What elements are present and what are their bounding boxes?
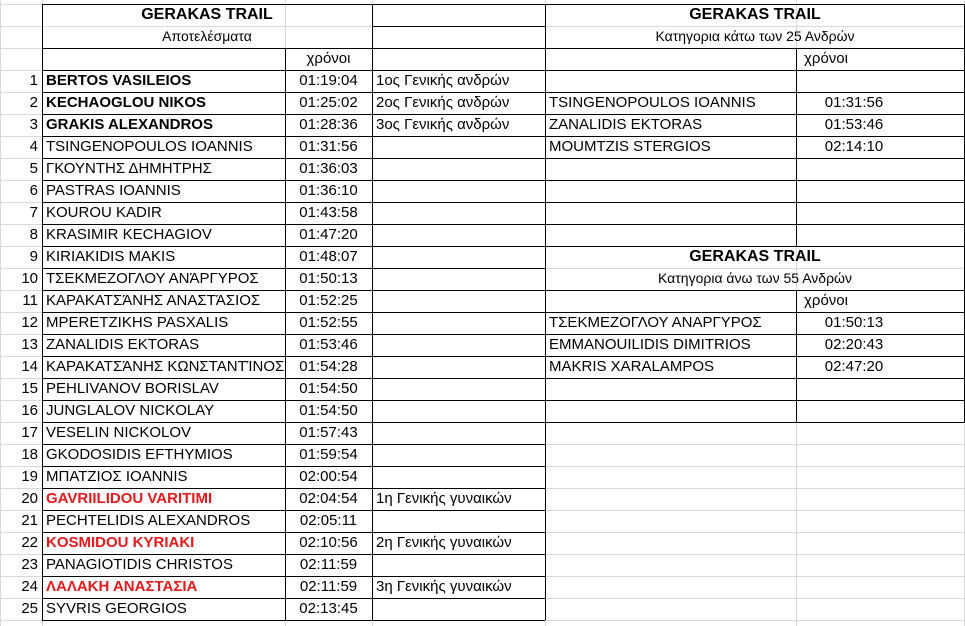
border-line: [42, 356, 545, 357]
over55-title: GERAKAS TRAIL: [689, 248, 821, 265]
border-line: [42, 576, 545, 577]
border-line: [545, 180, 965, 181]
runner-name: GAVRIILIDOU VARITIMI: [46, 490, 213, 507]
finish-time: 01:31:56: [299, 138, 358, 155]
under25-title: GERAKAS TRAIL: [689, 6, 821, 23]
placement-note: [372, 312, 545, 334]
under25-time: [796, 180, 912, 202]
finish-time: 01:57:43: [299, 424, 358, 441]
placement-note: [372, 268, 545, 290]
placement-note: [372, 136, 545, 158]
placement-note: [372, 356, 545, 378]
border-line: [42, 312, 545, 313]
runner-name: ΚΑΡΑΚΑΤΣΆΝΗΣ ΑΝΑΣΤΆΣΙΟΣ: [46, 292, 261, 309]
border-line: [42, 92, 545, 93]
finish-time: 02:00:54: [299, 468, 358, 485]
border-line: [42, 554, 545, 555]
border-line: [545, 400, 965, 401]
finish-time: 01:25:02: [299, 94, 358, 111]
row-position: 22: [21, 534, 38, 551]
runner-name: JUNGLALOV NICKOLAY: [46, 402, 215, 419]
runner-name: PASTRAS IOANNIS: [46, 182, 181, 199]
border-line: [545, 312, 965, 313]
under25-name: [545, 158, 796, 180]
border-line: [42, 4, 545, 5]
placement-note: [372, 378, 545, 400]
runner-name: ΛΑΛΑΚΗ ΑΝΑΣΤΑΣΙΑ: [46, 578, 198, 595]
border-line: [545, 202, 965, 203]
border-line: [42, 224, 545, 225]
finish-time: 02:10:56: [299, 534, 358, 551]
border-line: [42, 598, 545, 599]
placement-note: 1ος Γενικής ανδρών: [376, 72, 510, 89]
over55-time: 01:50:13: [824, 314, 884, 331]
row-position: 23: [21, 556, 38, 573]
border-line: [42, 290, 545, 291]
runner-name: MPERETZIKHS PASXALIS: [46, 314, 229, 331]
border-line: [545, 48, 965, 49]
finish-time: 02:05:11: [299, 512, 358, 529]
runner-name: GKODOSIDIS EFTHYMIOS: [46, 446, 233, 463]
border-line: [796, 48, 797, 246]
finish-time: 01:36:03: [299, 160, 358, 177]
row-position: 21: [21, 512, 38, 529]
border-line: [42, 70, 545, 71]
finish-time: 01:47:20: [299, 226, 358, 243]
border-line: [42, 334, 545, 335]
runner-name: ZANALIDIS EKTORAS: [46, 336, 200, 353]
placement-note: [372, 554, 545, 576]
over55-name: MAKRIS XARALAMPOS: [549, 358, 715, 375]
finish-time: 01:50:13: [299, 270, 358, 287]
placement-note: 3ος Γενικής ανδρών: [376, 116, 510, 133]
main-time-header: χρόνοι: [306, 50, 351, 67]
border-line: [545, 114, 965, 115]
finish-time: 02:13:45: [299, 600, 358, 617]
under25-time: [796, 224, 912, 246]
finish-time: 01:52:25: [299, 292, 358, 309]
over55-name: [545, 378, 796, 400]
over55-time: [796, 378, 912, 400]
over55-name: [545, 400, 796, 422]
over55-time: 02:20:43: [824, 336, 884, 353]
runner-name: KRASIMIR KECHAGIOV: [46, 226, 212, 243]
under25-time: 01:53:46: [824, 116, 884, 133]
border-line: [42, 620, 545, 621]
row-position: 24: [21, 578, 38, 595]
border-line: [42, 158, 545, 159]
placement-note: [372, 290, 545, 312]
placement-note: [372, 202, 545, 224]
border-line: [545, 334, 965, 335]
border-line: [545, 356, 965, 357]
main-subtitle: Αποτελέσματα: [162, 28, 252, 44]
border-line: [42, 114, 545, 115]
over55-time-header: χρόνοι: [804, 292, 848, 309]
under25-name: [545, 202, 796, 224]
under25-name: MOUMTZIS STERGIOS: [549, 138, 711, 155]
border-line: [42, 510, 545, 511]
finish-time: 01:54:28: [299, 358, 358, 375]
border-line: [42, 488, 545, 489]
over55-name: ΤΣΕΚΜΕΖΟΓΛΟΥ ΑΝΑΡΓΥΡΟΣ: [549, 314, 762, 331]
finish-time: 01:19:04: [299, 72, 358, 89]
finish-time: 01:43:58: [299, 204, 358, 221]
row-position: 4: [29, 138, 38, 155]
placement-note: 2η Γενικής γυναικών: [376, 534, 512, 551]
border-line: [42, 466, 545, 467]
row-position: 13: [21, 336, 38, 353]
finish-time: 01:54:50: [299, 402, 358, 419]
border-line: [545, 70, 965, 71]
placement-note: [372, 224, 545, 246]
placement-note: 1η Γενικής γυναικών: [376, 490, 512, 507]
row-position: 16: [21, 402, 38, 419]
row-position: 15: [21, 380, 38, 397]
placement-note: [372, 334, 545, 356]
row-position: 3: [29, 116, 38, 133]
finish-time: 02:04:54: [299, 490, 358, 507]
row-position: 11: [22, 292, 38, 309]
finish-time: 01:53:46: [299, 336, 358, 353]
placement-note: 3η Γενικής γυναικών: [376, 578, 512, 595]
row-position: 25: [21, 600, 38, 617]
border-line: [545, 224, 965, 225]
finish-time: 01:48:07: [299, 248, 358, 265]
border-line: [545, 378, 965, 379]
border-line: [42, 378, 545, 379]
row-position: 20: [21, 490, 38, 507]
border-line: [545, 422, 965, 423]
runner-name: KOUROU KADIR: [46, 204, 162, 221]
placement-note: [372, 400, 545, 422]
runner-name: KOSMIDOU KYRIAKI: [46, 534, 195, 551]
runner-name: PECHTELIDIS ALEXANDROS: [46, 512, 251, 529]
border-line: [42, 48, 545, 49]
under25-time: [796, 70, 912, 92]
row-position: 2: [29, 94, 38, 111]
under25-time: [796, 158, 912, 180]
row-position: 8: [29, 226, 38, 243]
row-position: 10: [21, 270, 38, 287]
finish-time: 01:28:36: [299, 116, 358, 133]
placement-note: [372, 510, 545, 532]
runner-name: GRAKIS ALEXANDROS: [46, 116, 213, 133]
row-position: 5: [29, 160, 38, 177]
border-line: [42, 422, 545, 423]
placement-note: [372, 598, 545, 620]
row-position: 7: [29, 204, 38, 221]
runner-name: PEHLIVANOV BORISLAV: [46, 380, 219, 397]
row-position: 1: [29, 72, 38, 89]
row-position: 12: [21, 314, 38, 331]
border-line: [42, 400, 545, 401]
placement-note: [372, 444, 545, 466]
row-position: 14: [21, 358, 38, 375]
over55-time: 02:47:20: [824, 358, 884, 375]
runner-name: TSINGENOPOULOS IOANNIS: [46, 138, 253, 155]
under25-name: ZANALIDIS EKTORAS: [549, 116, 703, 133]
row-position: 9: [29, 248, 38, 265]
over55-time: [796, 400, 912, 422]
row-position: 17: [21, 424, 38, 441]
border-line: [42, 246, 545, 247]
under25-time-header: χρόνοι: [804, 50, 848, 67]
row-position: 19: [21, 468, 38, 485]
row-position: 18: [21, 446, 38, 463]
main-title: GERAKAS TRAIL: [141, 6, 273, 23]
runner-name: ΓΚΟΥΝΤΗΣ ΔΗΜΗΤΡΗΣ: [46, 160, 212, 177]
placement-note: [372, 180, 545, 202]
runner-name: VESELIN NICKOLOV: [46, 424, 192, 441]
border-line: [545, 92, 965, 93]
border-line: [545, 4, 965, 5]
border-line: [42, 180, 545, 181]
placement-note: 2ος Γενικής ανδρών: [376, 94, 510, 111]
runner-name: ΤΣΕΚΜΕΖΟΓΛΟΥ ΑΝΆΡΓΥΡΟΣ: [46, 270, 259, 287]
border-line: [42, 268, 545, 269]
under25-name: [545, 180, 796, 202]
finish-time: 01:36:10: [299, 182, 358, 199]
placement-note: [372, 246, 545, 268]
placement-note: [372, 158, 545, 180]
placement-note: [372, 422, 545, 444]
under25-subtitle: Κατηγορια κάτω των 25 Ανδρών: [655, 28, 855, 44]
finish-time: 01:59:54: [299, 446, 358, 463]
under25-name: [545, 224, 796, 246]
finish-time: 02:11:59: [299, 578, 358, 595]
under25-name: TSINGENOPOULOS IOANNIS: [549, 94, 756, 111]
under25-time: 01:31:56: [824, 94, 884, 111]
border-line: [372, 26, 545, 27]
under25-time: [796, 202, 912, 224]
runner-name: SYVRIS GEORGIOS: [46, 600, 187, 617]
finish-time: 01:54:50: [299, 380, 358, 397]
over55-name: EMMANOUILIDIS DIMITRIOS: [549, 336, 751, 353]
under25-time: 02:14:10: [824, 138, 884, 155]
border-line: [42, 136, 545, 137]
finish-time: 01:52:55: [299, 314, 358, 331]
border-line: [545, 136, 965, 137]
placement-note: [372, 466, 545, 488]
runner-name: KIRIAKIDIS MAKIS: [46, 248, 176, 265]
border-line: [42, 532, 545, 533]
runner-name: PANAGIOTIDIS CHRISTOS: [46, 556, 233, 573]
runner-name: KECHAOGLOU NIKOS: [46, 94, 207, 111]
runner-name: BERTOS VASILEIOS: [46, 72, 192, 89]
finish-time: 02:11:59: [299, 556, 358, 573]
under25-name: [545, 70, 796, 92]
over55-subtitle: Κατηγορια άνω των 55 Ανδρών: [658, 270, 852, 286]
row-position: 6: [29, 182, 38, 199]
runner-name: ΚΑΡΑΚΑΤΣΆΝΗΣ ΚΩΝΣΤΑΝΤΊΝΟΣ: [46, 358, 285, 375]
border-line: [545, 158, 965, 159]
border-line: [42, 444, 545, 445]
runner-name: ΜΠΑΤΖΙΟΣ IOANNIS: [46, 468, 188, 485]
border-line: [796, 290, 797, 422]
border-line: [42, 202, 545, 203]
border-line: [545, 290, 965, 291]
